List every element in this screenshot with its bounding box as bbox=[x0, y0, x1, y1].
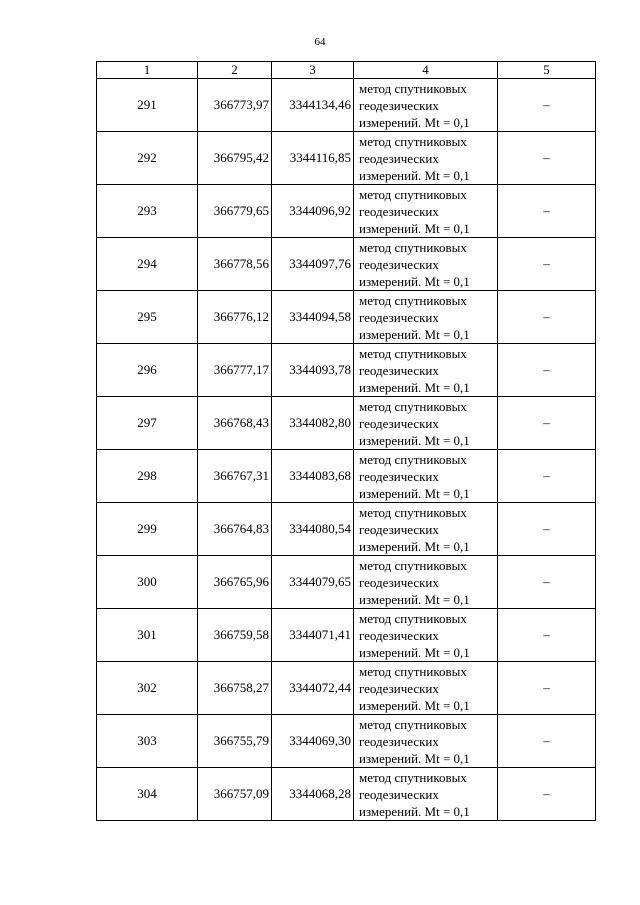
x-coordinate-cell: 366779,65 bbox=[198, 185, 272, 238]
y-coordinate-cell: 3344069,30 bbox=[272, 715, 354, 768]
method-cell: метод спутниковых геодезических измерений. Mt = 0,1 bbox=[354, 609, 498, 662]
note-cell: – bbox=[498, 397, 596, 450]
y-coordinate-cell: 3344080,54 bbox=[272, 503, 354, 556]
method-cell: метод спутниковых геодезических измерений. Mt = 0,1 bbox=[354, 662, 498, 715]
note-cell: – bbox=[498, 344, 596, 397]
table-row bbox=[97, 662, 596, 715]
table-row bbox=[97, 397, 596, 450]
point-number-cell: 297 bbox=[97, 397, 198, 450]
method-cell: метод спутниковых геодезических измерений. Mt = 0,1 bbox=[354, 768, 498, 821]
x-coordinate-cell: 366764,83 bbox=[198, 503, 272, 556]
note-cell: – bbox=[498, 768, 596, 821]
note-cell: – bbox=[498, 715, 596, 768]
method-cell: метод спутниковых геодезических измерений. Mt = 0,1 bbox=[354, 397, 498, 450]
point-number-cell: 298 bbox=[97, 450, 198, 503]
method-cell: метод спутниковых геодезических измерений. Mt = 0,1 bbox=[354, 503, 498, 556]
table-row bbox=[97, 556, 596, 609]
method-cell: метод спутниковых геодезических измерений. Mt = 0,1 bbox=[354, 185, 498, 238]
note-cell: – bbox=[498, 503, 596, 556]
column-header: 4 bbox=[354, 62, 498, 79]
point-number-cell: 303 bbox=[97, 715, 198, 768]
method-cell: метод спутниковых геодезических измерений. Mt = 0,1 bbox=[354, 132, 498, 185]
y-coordinate-cell: 3344097,76 bbox=[272, 238, 354, 291]
x-coordinate-cell: 366758,27 bbox=[198, 662, 272, 715]
method-cell: метод спутниковых геодезических измерений. Mt = 0,1 bbox=[354, 556, 498, 609]
column-header: 3 bbox=[272, 62, 354, 79]
y-coordinate-cell: 3344083,68 bbox=[272, 450, 354, 503]
y-coordinate-cell: 3344094,58 bbox=[272, 291, 354, 344]
note-cell: – bbox=[498, 450, 596, 503]
point-number-cell: 304 bbox=[97, 768, 198, 821]
table-row bbox=[97, 715, 596, 768]
method-cell: метод спутниковых геодезических измерений. Mt = 0,1 bbox=[354, 450, 498, 503]
table-row bbox=[97, 238, 596, 291]
column-header: 2 bbox=[198, 62, 272, 79]
point-number-cell: 296 bbox=[97, 344, 198, 397]
point-number-cell: 302 bbox=[97, 662, 198, 715]
point-number-cell: 292 bbox=[97, 132, 198, 185]
table-row bbox=[97, 609, 596, 662]
y-coordinate-cell: 3344116,85 bbox=[272, 132, 354, 185]
point-number-cell: 294 bbox=[97, 238, 198, 291]
table-row bbox=[97, 291, 596, 344]
point-number-cell: 295 bbox=[97, 291, 198, 344]
point-number-cell: 291 bbox=[97, 79, 198, 132]
x-coordinate-cell: 366795,42 bbox=[198, 132, 272, 185]
note-cell: – bbox=[498, 238, 596, 291]
x-coordinate-cell: 366778,56 bbox=[198, 238, 272, 291]
note-cell: – bbox=[498, 132, 596, 185]
y-coordinate-cell: 3344096,92 bbox=[272, 185, 354, 238]
x-coordinate-cell: 366757,09 bbox=[198, 768, 272, 821]
method-cell: метод спутниковых геодезических измерений. Mt = 0,1 bbox=[354, 79, 498, 132]
note-cell: – bbox=[498, 662, 596, 715]
table-row bbox=[97, 79, 596, 132]
y-coordinate-cell: 3344082,80 bbox=[272, 397, 354, 450]
point-number-cell: 300 bbox=[97, 556, 198, 609]
table-row bbox=[97, 450, 596, 503]
note-cell: – bbox=[498, 291, 596, 344]
method-cell: метод спутниковых геодезических измерений. Mt = 0,1 bbox=[354, 291, 498, 344]
x-coordinate-cell: 366755,79 bbox=[198, 715, 272, 768]
y-coordinate-cell: 3344093,78 bbox=[272, 344, 354, 397]
table-row bbox=[97, 344, 596, 397]
x-coordinate-cell: 366759,58 bbox=[198, 609, 272, 662]
table-row bbox=[97, 132, 596, 185]
point-number-cell: 293 bbox=[97, 185, 198, 238]
y-coordinate-cell: 3344079,65 bbox=[272, 556, 354, 609]
point-number-cell: 301 bbox=[97, 609, 198, 662]
method-cell: метод спутниковых геодезических измерений. Mt = 0,1 bbox=[354, 715, 498, 768]
y-coordinate-cell: 3344072,44 bbox=[272, 662, 354, 715]
table-row bbox=[97, 768, 596, 821]
x-coordinate-cell: 366765,96 bbox=[198, 556, 272, 609]
point-number-cell: 299 bbox=[97, 503, 198, 556]
table-row bbox=[97, 185, 596, 238]
x-coordinate-cell: 366777,17 bbox=[198, 344, 272, 397]
x-coordinate-cell: 366773,97 bbox=[198, 79, 272, 132]
note-cell: – bbox=[498, 185, 596, 238]
x-coordinate-cell: 366767,31 bbox=[198, 450, 272, 503]
y-coordinate-cell: 3344068,28 bbox=[272, 768, 354, 821]
note-cell: – bbox=[498, 79, 596, 132]
column-header: 1 bbox=[97, 62, 198, 79]
x-coordinate-cell: 366776,12 bbox=[198, 291, 272, 344]
method-cell: метод спутниковых геодезических измерений. Mt = 0,1 bbox=[354, 238, 498, 291]
table-header-row bbox=[97, 62, 596, 79]
note-cell: – bbox=[498, 609, 596, 662]
coordinates-table bbox=[96, 61, 596, 821]
column-header: 5 bbox=[498, 62, 596, 79]
method-cell: метод спутниковых геодезических измерений. Mt = 0,1 bbox=[354, 344, 498, 397]
x-coordinate-cell: 366768,43 bbox=[198, 397, 272, 450]
page-number: 64 bbox=[314, 36, 326, 48]
y-coordinate-cell: 3344071,41 bbox=[272, 609, 354, 662]
table-row bbox=[97, 503, 596, 556]
note-cell: – bbox=[498, 556, 596, 609]
y-coordinate-cell: 3344134,46 bbox=[272, 79, 354, 132]
